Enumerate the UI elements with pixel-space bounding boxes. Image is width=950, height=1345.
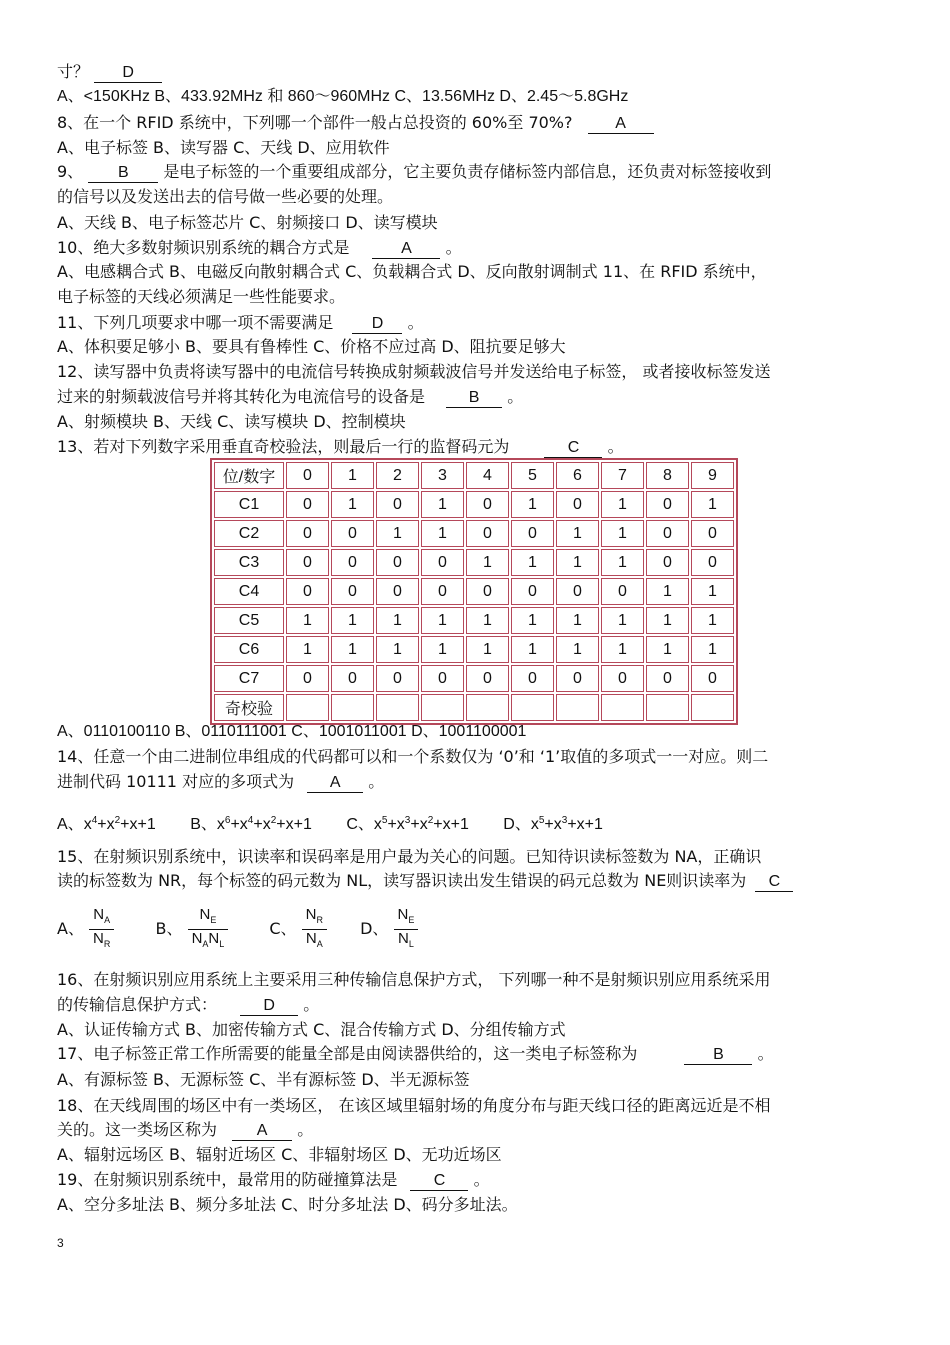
- table-cell: [466, 694, 509, 721]
- q16-options: A、认证传输方式 B、加密传输方式 C、混合传输方式 D、分组传输方式: [57, 1020, 566, 1039]
- table-cell: 1: [421, 636, 464, 663]
- line-text: 寸？: [57, 62, 90, 81]
- table-cell: 0: [286, 491, 329, 518]
- table-cell: 0: [691, 665, 734, 692]
- table-cell: [511, 694, 554, 721]
- answer-blank: D: [94, 64, 162, 83]
- column-header: 3: [421, 462, 464, 489]
- table-row: [214, 491, 734, 518]
- table-cell: 1: [286, 636, 329, 663]
- table-cell: 0: [691, 520, 734, 547]
- answer-blank: C: [410, 1172, 468, 1191]
- table-cell: 0: [421, 578, 464, 605]
- table-cell: 1: [421, 607, 464, 634]
- table-cell: 1: [421, 520, 464, 547]
- table-cell: 0: [286, 520, 329, 547]
- q14-line-2: [57, 771, 384, 793]
- line-text: 。: [368, 772, 385, 791]
- answer-blank: A: [372, 240, 440, 259]
- table-cell: 1: [601, 607, 644, 634]
- line-text: 。: [407, 313, 424, 332]
- line-text: 11、下列几项要求中哪一项不需要满足: [57, 313, 334, 332]
- option-label: D、: [360, 919, 389, 938]
- table-cell: [556, 694, 599, 721]
- fraction-na-nr: $\frac{N_A}{N_R}$: [89, 906, 114, 953]
- table-cell: [286, 694, 329, 721]
- table-row: [214, 520, 734, 547]
- answer-blank: A: [307, 774, 363, 793]
- q14-option-b: B、$x^6+x^4+x^2+x+1$: [190, 815, 312, 833]
- table-cell: 0: [376, 578, 419, 605]
- q11-line: [57, 312, 424, 334]
- q9-line-2: 的信号以及发送出去的信号做一些必要的处理。: [57, 187, 394, 206]
- q14-option-a: A、$x^4+x^2+x+1$: [57, 815, 156, 833]
- table-cell: 1: [691, 578, 734, 605]
- table-cell: 0: [646, 520, 689, 547]
- table-cell: 0: [511, 520, 554, 547]
- q18-options: A、辐射远场区 B、辐射近场区 C、非辐射场区 D、无功近场区: [57, 1145, 502, 1164]
- table-cell: 1: [376, 607, 419, 634]
- table-cell: 1: [331, 491, 374, 518]
- column-header: 9: [691, 462, 734, 489]
- table-cell: 0: [556, 665, 599, 692]
- table-cell: [601, 694, 644, 721]
- q11-intro: 电子标签的天线必须满足一些性能要求。: [57, 287, 346, 306]
- table-cell: 1: [376, 636, 419, 663]
- q15-line-2: [57, 870, 793, 892]
- row-label: C2: [214, 520, 284, 547]
- table-cell: 0: [376, 491, 419, 518]
- q15-option-d: [360, 906, 418, 949]
- answer-blank: A: [588, 115, 654, 134]
- row-label: C6: [214, 636, 284, 663]
- table-cell: 0: [286, 578, 329, 605]
- answer-blank: B: [88, 164, 158, 183]
- q12-options: A、射频模块 B、天线 C、读写模块 D、控制模块: [57, 412, 406, 431]
- table-cell: 1: [466, 549, 509, 576]
- column-header: 0: [286, 462, 329, 489]
- table-cell: 1: [421, 491, 464, 518]
- table-cell: 0: [331, 665, 374, 692]
- line-text: 17、电子标签正常工作所需要的能量全部是由阅读器供给的，这一类电子标签称为: [57, 1044, 638, 1063]
- q8-options: A、电子标签 B、读写器 C、天线 D、应用软件: [57, 138, 390, 157]
- table-cell: 1: [466, 636, 509, 663]
- q14-option-c: C、$x^5+x^3+x^2+x+1$: [346, 815, 469, 833]
- option-label: C、: [269, 919, 297, 938]
- parity-table: [210, 458, 738, 725]
- q7-tail-line: [57, 61, 162, 83]
- table-cell: 0: [466, 491, 509, 518]
- q15-option-a: [57, 906, 119, 949]
- table-cell: 0: [286, 549, 329, 576]
- q13-options: A、0110100110 B、0110111001 C、1001011001 D、1001100001: [57, 723, 527, 740]
- line-text: 的传输信息保护方式：: [57, 995, 218, 1014]
- column-header: 4: [466, 462, 509, 489]
- row-label: 奇校验: [214, 694, 284, 721]
- line-text: 。: [757, 1044, 774, 1063]
- line-text: 进制代码 10111 对应的多项式为: [57, 772, 295, 791]
- parity-table-body: [214, 462, 734, 721]
- q15-options: [57, 906, 418, 953]
- table-cell: 1: [691, 607, 734, 634]
- table-cell: 1: [691, 491, 734, 518]
- line-text: 。: [297, 1120, 314, 1139]
- table-cell: 1: [556, 607, 599, 634]
- table-cell: 1: [601, 491, 644, 518]
- column-header: 7: [601, 462, 644, 489]
- table-cell: 0: [286, 665, 329, 692]
- table-cell: 1: [466, 607, 509, 634]
- table-cell: 1: [556, 549, 599, 576]
- table-cell: 1: [601, 549, 644, 576]
- table-cell: 1: [331, 636, 374, 663]
- q15-option-c: [269, 906, 332, 949]
- table-cell: 0: [556, 578, 599, 605]
- table-cell: 1: [556, 636, 599, 663]
- table-cell: 1: [331, 607, 374, 634]
- column-header: 6: [556, 462, 599, 489]
- column-header: 2: [376, 462, 419, 489]
- line-text: 过来的射频载波信号并将其转化为电流信号的设备是: [57, 387, 426, 406]
- line-text: 19、在射频识别系统中，最常用的防碰撞算法是: [57, 1170, 398, 1189]
- column-header: 5: [511, 462, 554, 489]
- q17-line: [57, 1043, 774, 1065]
- table-cell: 0: [556, 491, 599, 518]
- line-text: 。: [473, 1170, 490, 1189]
- q12-line-1: 12、读写器中负责将读写器中的电流信号转换成射频载波信号并发送给电子标签， 或者接收标签发送: [57, 362, 771, 381]
- q8-line: [57, 112, 654, 134]
- table-row: [214, 549, 734, 576]
- q18-line-1: 18、在天线周围的场区中有一类场区， 在该区域里辐射场的角度分布与距天线口径的距离远近是不相: [57, 1096, 771, 1115]
- line-text: 。: [303, 995, 320, 1014]
- table-cell: 0: [646, 491, 689, 518]
- row-label: C4: [214, 578, 284, 605]
- q13-line: [57, 436, 624, 458]
- page-number: 3: [57, 1236, 64, 1250]
- table-cell: 1: [646, 636, 689, 663]
- table-cell: 0: [466, 665, 509, 692]
- q18-line-2: [57, 1119, 313, 1141]
- table-row: [214, 607, 734, 634]
- table-cell: 0: [601, 665, 644, 692]
- row-label: C7: [214, 665, 284, 692]
- line-text: 读的标签数为 NR，每个标签的码元数为 NL，读写器识读出发生错误的码元总数为 NE则识读率为: [57, 871, 747, 890]
- q17-options: A、有源标签 B、无源标签 C、半有源标签 D、半无源标签: [57, 1070, 470, 1089]
- option-label: B、: [155, 919, 183, 938]
- table-cell: 1: [691, 636, 734, 663]
- line-text: 9、: [57, 162, 84, 181]
- table-cell: 0: [466, 520, 509, 547]
- table-row: [214, 694, 734, 721]
- table-cell: 0: [331, 549, 374, 576]
- table-header-row: [214, 462, 734, 489]
- row-label: C5: [214, 607, 284, 634]
- table-cell: 0: [331, 578, 374, 605]
- fraction-ne-nl: $\frac{N_E}{N_L}$: [394, 906, 419, 953]
- table-cell: 1: [646, 607, 689, 634]
- column-header: 8: [646, 462, 689, 489]
- table-cell: 1: [511, 607, 554, 634]
- table-corner-header: 位/数字: [214, 462, 284, 489]
- table-cell: 1: [646, 578, 689, 605]
- table-cell: [691, 694, 734, 721]
- answer-blank: C: [755, 873, 793, 892]
- q19-options: A、空分多址法 B、频分多址法 C、时分多址法 D、码分多址法。: [57, 1195, 518, 1214]
- table-cell: 1: [511, 636, 554, 663]
- q15-line-1: 15、在射频识别系统中，识读率和误码率是用户最为关心的问题。已知待识读标签数为 NA，正确识: [57, 847, 762, 866]
- q14-options: [57, 810, 603, 836]
- q9-line: [57, 161, 771, 183]
- table-cell: 1: [601, 636, 644, 663]
- table-cell: 1: [286, 607, 329, 634]
- table-cell: 0: [421, 549, 464, 576]
- answer-blank: D: [352, 315, 402, 334]
- table-cell: 0: [331, 520, 374, 547]
- line-text: 关的。这一类场区称为: [57, 1120, 218, 1139]
- table-row: [214, 665, 734, 692]
- line-text: 。: [607, 437, 624, 456]
- table-cell: 0: [376, 549, 419, 576]
- table-cell: 1: [601, 520, 644, 547]
- table-cell: 1: [556, 520, 599, 547]
- q15-option-b: [155, 906, 233, 949]
- q16-line-2: [57, 994, 319, 1016]
- table-cell: 0: [511, 578, 554, 605]
- q14-option-d: D、$x^5+x^3+x+1$: [503, 815, 603, 833]
- table-cell: [331, 694, 374, 721]
- table-row: [214, 636, 734, 663]
- table-cell: 1: [511, 549, 554, 576]
- table-cell: 0: [376, 665, 419, 692]
- answer-blank: B: [446, 389, 502, 408]
- q14-line-1: 14、任意一个由二进制位串组成的代码都可以和一个系数仅为 ‘0’和 ‘1’取值的多项式一一对应。则二: [57, 747, 769, 766]
- table-cell: 0: [601, 578, 644, 605]
- table-cell: [376, 694, 419, 721]
- q19-line: [57, 1169, 490, 1191]
- table-cell: [646, 694, 689, 721]
- line-text: 是电子标签的一个重要组成部分，它主要负责存储标签内部信息，还负责对标签接收到: [163, 162, 772, 181]
- answer-blank: D: [240, 997, 298, 1016]
- answer-blank: B: [684, 1046, 752, 1065]
- q16-line-1: 16、在射频识别应用系统上主要采用三种传输信息保护方式， 下列哪一种不是射频识别应用系统采用: [57, 970, 771, 989]
- line-text: 8、在一个 RFID 系统中，下列哪一个部件一般占总投资的 60%至 70%?: [57, 113, 573, 132]
- fraction-nr-na: $\frac{N_R}{N_A}$: [302, 906, 327, 953]
- table-cell: [421, 694, 464, 721]
- q10-options: A、电感耦合式 B、电磁反向散射耦合式 C、负载耦合式 D、反向散射调制式 11、在 RFID 系统中，: [57, 262, 767, 281]
- row-label: C1: [214, 491, 284, 518]
- line-text: 13、若对下列数字采用垂直奇校验法，则最后一行的监督码元为: [57, 437, 510, 456]
- table-cell: 1: [511, 491, 554, 518]
- row-label: C3: [214, 549, 284, 576]
- table-row: [214, 578, 734, 605]
- table-cell: 0: [421, 665, 464, 692]
- line-text: 。: [507, 387, 524, 406]
- line-text: 。: [445, 238, 462, 257]
- table-cell: 0: [646, 665, 689, 692]
- line-text: 10、绝大多数射频识别系统的耦合方式是: [57, 238, 350, 257]
- q12-line-2: [57, 386, 523, 408]
- table-cell: 0: [646, 549, 689, 576]
- fraction-ne-nanl: $\frac{N_E}{N_AN_L}$: [188, 906, 229, 953]
- column-header: 1: [331, 462, 374, 489]
- q10-line: [57, 237, 462, 259]
- table-cell: 1: [376, 520, 419, 547]
- answer-blank: A: [232, 1122, 292, 1141]
- answer-blank: C: [544, 439, 602, 458]
- table-cell: 0: [691, 549, 734, 576]
- table-cell: 0: [466, 578, 509, 605]
- q11-options: A、体积要足够小 B、要具有鲁棒性 C、价格不应过高 D、阻抗要足够大: [57, 337, 566, 356]
- table-cell: 0: [511, 665, 554, 692]
- option-label: A、: [57, 919, 84, 938]
- q7-options: A、<150KHz B、433.92MHz 和 860～960MHz C、13.56MHz D、2.45～5.8GHz: [57, 88, 629, 105]
- q9-options: A、天线 B、电子标签芯片 C、射频接口 D、读写模块: [57, 213, 438, 232]
